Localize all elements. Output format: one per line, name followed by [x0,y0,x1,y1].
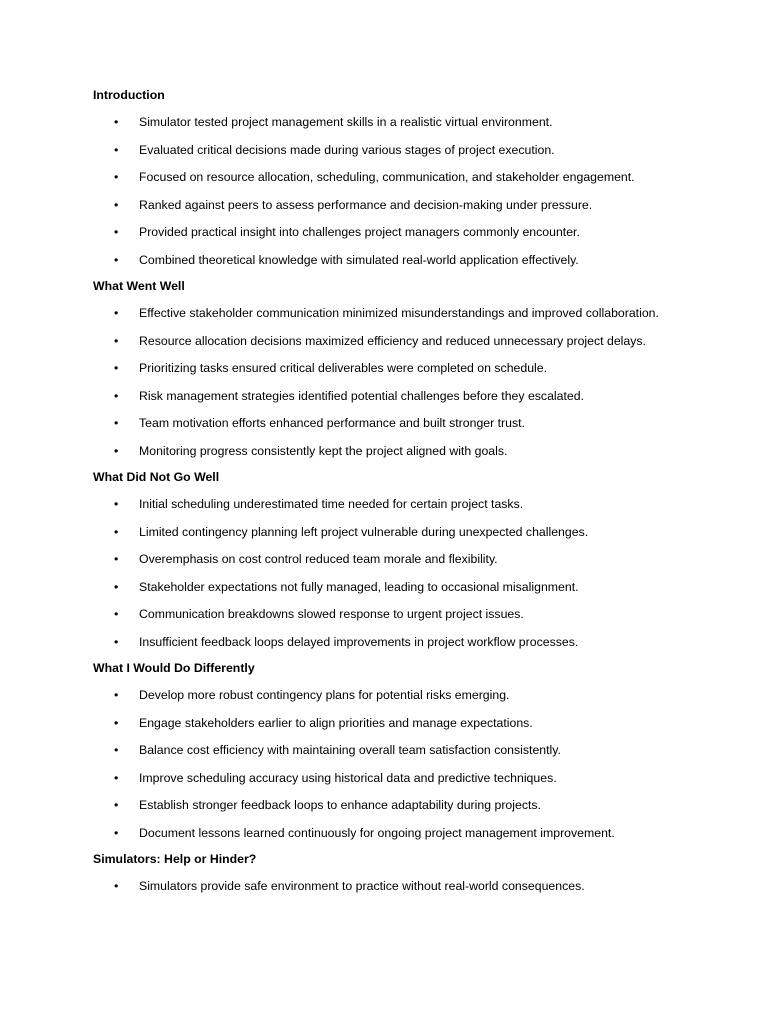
list-item: • Team motivation efforts enhanced performance and built stronger trust. [93,414,678,432]
bullet-list [93,113,678,269]
section-heading: What Went Well [93,279,185,293]
list-item: • Simulator tested project management skills in a realistic virtual environment. [93,113,678,131]
list-item: • Prioritizing tasks ensured critical deliverables were completed on schedule. [93,359,678,377]
list-item: • Overemphasis on cost control reduced team morale and flexibility. [93,550,678,568]
list-item: • Stakeholder expectations not fully managed, leading to occasional misalignment. [93,578,678,596]
list-item: • Simulators provide safe environment to practice without real-world consequences. [93,877,678,895]
list-item: • Risk management strategies identified potential challenges before they escalated. [93,387,678,405]
bullet-list [93,686,678,842]
section-what-did-not-go-well [93,468,678,651]
list-item: • Document lessons learned continuously for ongoing project management improvement. [93,824,678,842]
list-item: • Develop more robust contingency plans for potential risks emerging. [93,686,678,704]
section-what-went-well [93,277,678,460]
list-item: • Establish stronger feedback loops to enhance adaptability during projects. [93,796,678,814]
section-what-i-would-do-differently [93,659,678,842]
list-item: • Focused on resource allocation, scheduling, communication, and stakeholder engagement. [93,168,678,186]
section-introduction [93,86,678,269]
list-item: • Balance cost efficiency with maintaining overall team satisfaction consistently. [93,741,678,759]
section-heading: What I Would Do Differently [93,661,255,675]
list-item: • Insufficient feedback loops delayed improvements in project workflow processes. [93,633,678,651]
bullet-list [93,304,678,460]
bullet-list [93,495,678,651]
list-item: • Communication breakdowns slowed response to urgent project issues. [93,605,678,623]
section-heading: Introduction [93,88,165,102]
section-heading: What Did Not Go Well [93,470,220,484]
list-item: • Combined theoretical knowledge with simulated real-world application effectively. [93,251,678,269]
list-item: • Engage stakeholders earlier to align priorities and manage expectations. [93,714,678,732]
list-item: • Ranked against peers to assess performance and decision-making under pressure. [93,196,678,214]
list-item: • Effective stakeholder communication minimized misunderstandings and improved collaboration. [93,304,678,322]
bullet-list [93,877,678,895]
list-item: • Monitoring progress consistently kept the project aligned with goals. [93,442,678,460]
section-heading: Simulators: Help or Hinder? [93,852,257,866]
list-item: • Initial scheduling underestimated time needed for certain project tasks. [93,495,678,513]
list-item: • Limited contingency planning left project vulnerable during unexpected challenges. [93,523,678,541]
list-item: • Improve scheduling accuracy using historical data and predictive techniques. [93,769,678,787]
list-item: • Evaluated critical decisions made during various stages of project execution. [93,141,678,159]
section-simulators-help-or-hinder [93,850,678,895]
list-item: • Provided practical insight into challenges project managers commonly encounter. [93,223,678,241]
list-item: • Resource allocation decisions maximized efficiency and reduced unnecessary project delays. [93,332,678,350]
document-body [93,86,678,904]
